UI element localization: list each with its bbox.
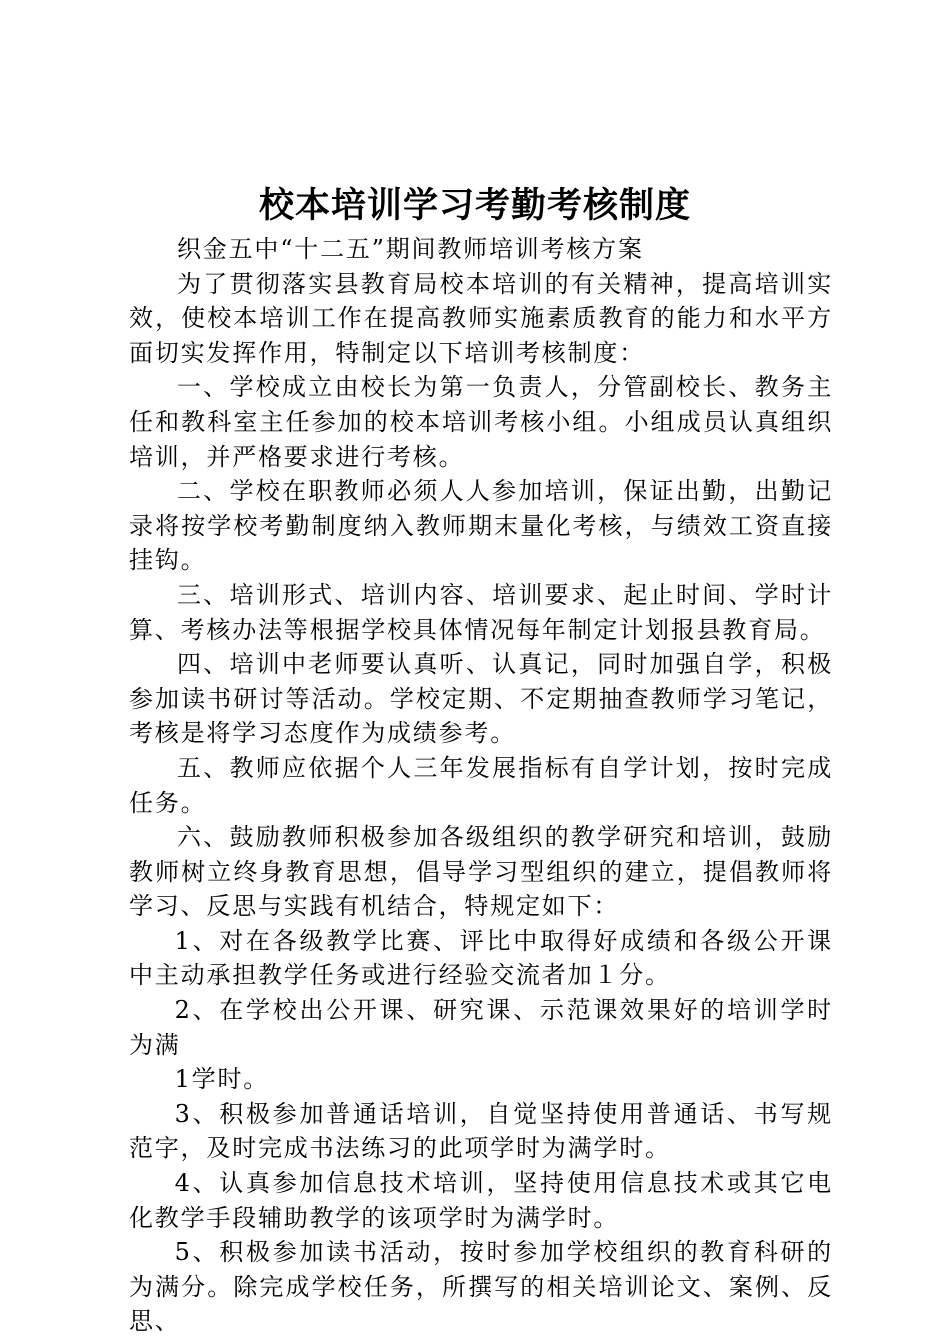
subtitle-paragraph: 织金五中“十二五”期间教师培训考核方案 — [177, 235, 644, 263]
article-five-paragraph: 五、教师应依据个人三年发展指标有自学计划，按时完成任务。 — [129, 753, 833, 817]
article-six-paragraph: 六、鼓励教师积极参加各级组织的教学研究和培训，鼓励教师树立终身教育思想，倡导学习型组织的建立，提倡教师将学习、反思与实践有机结合，特规定如下： — [129, 823, 833, 921]
document-title: 校本培训学习考勤考核制度 — [258, 185, 691, 226]
rule-four-paragraph: 4、认真参加信息技术培训，坚持使用信息技术或其它电化教学手段辅助教学的该项学时为满学时。 — [129, 1169, 833, 1232]
rule-three-paragraph: 3、积极参加普通话培训，自觉坚持使用普通话、书写规范字，及时完成书法练习的此项学时为满学时。 — [129, 1099, 833, 1163]
intro-paragraph: 为了贯彻落实县教育局校本培训的有关精神，提高培训实效，使校本培训工作在提高教师实施素质教育的能力和水平方面切实发挥作用，特制定以下培训考核制度： — [129, 269, 833, 367]
rule-one-paragraph: 1、对在各级教学比赛、评比中取得好成绩和各级公开课中主动承担教学任务或进行经验交流者加１分。 — [129, 926, 833, 990]
article-four-paragraph: 四、培训中老师要认真听、认真记，同时加强自学，积极参加读书研讨等活动。学校定期、不定期抽查教师学习笔记，考核是将学习态度作为成绩参考。 — [129, 650, 833, 748]
rule-five-paragraph: 5、积极参加读书活动，按时参加学校组织的教育科研的为满分。除完成学校任务，所撰写的相关培训论文、案例、反思、 — [129, 1238, 833, 1336]
rule-two-paragraph: 2、在学校出公开课、研究课、示范课效果好的培训学时为满 — [129, 996, 833, 1059]
article-three-paragraph: 三、培训形式、培训内容、培训要求、起止时间、学时计算、考核办法等根据学校具体情况每年制定计划报县教育局。 — [129, 580, 833, 644]
article-one-paragraph: 一、学校成立由校长为第一负责人，分管副校长、教务主任和教科室主任参加的校本培训考核小组。小组成员认真组织培训，并严格要求进行考核。 — [129, 373, 833, 471]
document-body — [129, 232, 833, 1339]
rule-two-continuation: 1学时。 — [174, 1065, 270, 1094]
article-two-paragraph: 二、学校在职教师必须人人参加培训，保证出勤，出勤记录将按学校考勤制度纳入教师期末量化考核，与绩效工资直接挂钩。 — [129, 477, 833, 575]
